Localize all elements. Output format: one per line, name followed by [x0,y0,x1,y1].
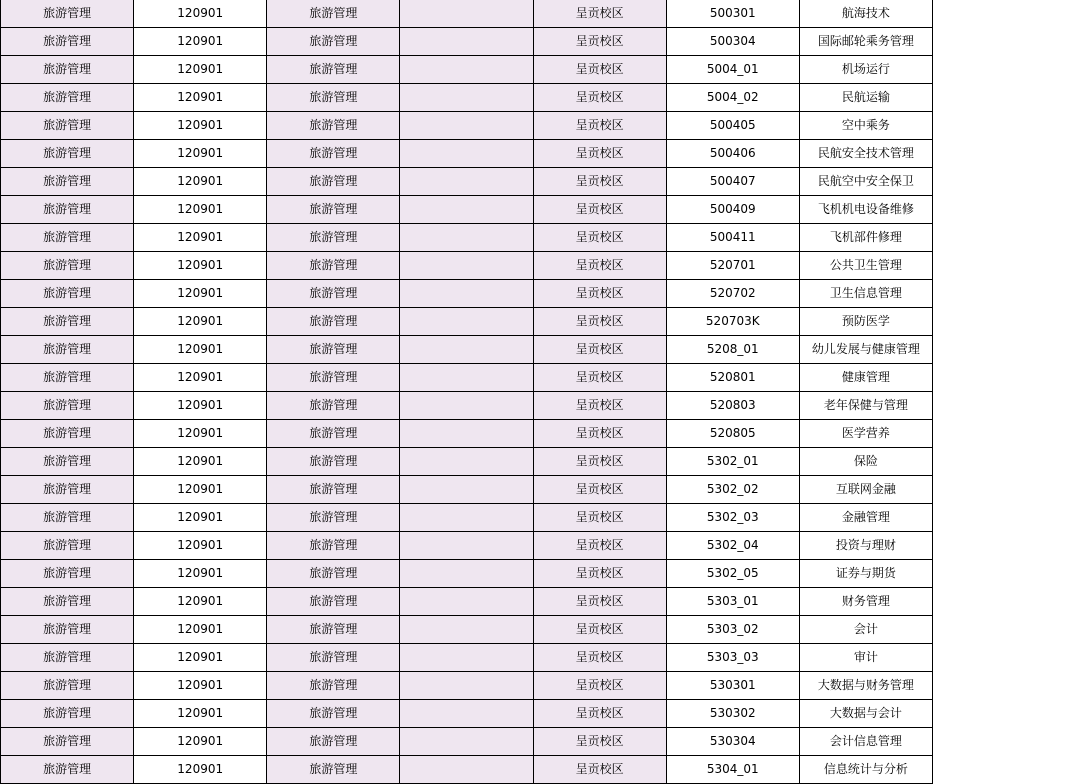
table-row [1,112,933,140]
college-cell[interactable]: 旅游管理 [1,280,134,308]
target-major-cell[interactable]: 互联网金融 [799,476,932,504]
campus-cell[interactable]: 呈贡校区 [533,448,666,476]
extra-cell[interactable] [400,308,533,336]
target-code-cell[interactable]: 5302_01 [666,448,799,476]
college-cell[interactable]: 旅游管理 [1,56,134,84]
code-cell[interactable]: 120901 [134,56,267,84]
code-cell[interactable]: 120901 [134,112,267,140]
target-code-cell[interactable]: 520703K [666,308,799,336]
target-major-cell[interactable]: 医学营养 [799,420,932,448]
major-cell[interactable]: 旅游管理 [267,56,400,84]
target-code-cell[interactable]: 500411 [666,224,799,252]
target-major-cell[interactable]: 金融管理 [799,504,932,532]
campus-cell[interactable]: 呈贡校区 [533,56,666,84]
college-cell[interactable]: 旅游管理 [1,84,134,112]
major-cell[interactable]: 旅游管理 [267,224,400,252]
college-cell[interactable]: 旅游管理 [1,728,134,756]
major-cell[interactable]: 旅游管理 [267,728,400,756]
extra-cell[interactable] [400,224,533,252]
target-major-cell[interactable]: 公共卫生管理 [799,252,932,280]
table-row [1,308,933,336]
code-cell[interactable]: 120901 [134,252,267,280]
table-row [1,336,933,364]
target-major-cell[interactable]: 老年保健与管理 [799,392,932,420]
college-cell[interactable]: 旅游管理 [1,392,134,420]
table-row [1,448,933,476]
college-cell[interactable]: 旅游管理 [1,336,134,364]
target-major-cell[interactable]: 会计 [799,616,932,644]
code-cell[interactable]: 120901 [134,84,267,112]
code-cell[interactable]: 120901 [134,616,267,644]
target-code-cell[interactable]: 5004_02 [666,84,799,112]
target-code-cell[interactable]: 520803 [666,392,799,420]
table-row [1,756,933,784]
extra-cell[interactable] [400,112,533,140]
campus-cell[interactable]: 呈贡校区 [533,756,666,784]
code-cell[interactable]: 120901 [134,364,267,392]
campus-cell[interactable]: 呈贡校区 [533,532,666,560]
college-cell[interactable]: 旅游管理 [1,308,134,336]
table-row [1,476,933,504]
target-major-cell[interactable]: 大数据与财务管理 [799,672,932,700]
target-code-cell[interactable]: 520801 [666,364,799,392]
target-major-cell[interactable]: 投资与理财 [799,532,932,560]
extra-cell[interactable] [400,364,533,392]
college-cell[interactable]: 旅游管理 [1,196,134,224]
major-cell[interactable]: 旅游管理 [267,420,400,448]
extra-cell[interactable] [400,756,533,784]
code-cell[interactable]: 120901 [134,280,267,308]
code-cell[interactable]: 120901 [134,532,267,560]
college-cell[interactable]: 旅游管理 [1,0,134,28]
code-cell[interactable]: 120901 [134,756,267,784]
major-cell[interactable]: 旅游管理 [267,308,400,336]
extra-cell[interactable] [400,336,533,364]
code-cell[interactable]: 120901 [134,168,267,196]
major-cell[interactable]: 旅游管理 [267,532,400,560]
table-row [1,56,933,84]
code-cell[interactable]: 120901 [134,224,267,252]
target-major-cell[interactable]: 民航空中安全保卫 [799,168,932,196]
major-cell[interactable]: 旅游管理 [267,112,400,140]
college-cell[interactable]: 旅游管理 [1,644,134,672]
target-major-cell[interactable]: 财务管理 [799,588,932,616]
campus-cell[interactable]: 呈贡校区 [533,308,666,336]
code-cell[interactable]: 120901 [134,0,267,28]
college-cell[interactable]: 旅游管理 [1,364,134,392]
college-cell[interactable]: 旅游管理 [1,448,134,476]
target-major-cell[interactable]: 健康管理 [799,364,932,392]
major-cell[interactable]: 旅游管理 [267,84,400,112]
target-major-cell[interactable]: 保险 [799,448,932,476]
target-major-cell[interactable]: 民航安全技术管理 [799,140,932,168]
campus-cell[interactable]: 呈贡校区 [533,728,666,756]
table-row [1,672,933,700]
college-cell[interactable]: 旅游管理 [1,756,134,784]
major-cell[interactable]: 旅游管理 [267,0,400,28]
college-cell[interactable]: 旅游管理 [1,504,134,532]
table-row [1,224,933,252]
code-cell[interactable]: 120901 [134,504,267,532]
target-major-cell[interactable]: 民航运输 [799,84,932,112]
target-code-cell[interactable]: 530304 [666,728,799,756]
target-major-cell[interactable]: 飞机机电设备维修 [799,196,932,224]
extra-cell[interactable] [400,476,533,504]
target-major-cell[interactable]: 国际邮轮乘务管理 [799,28,932,56]
table-row [1,280,933,308]
extra-cell[interactable] [400,672,533,700]
college-cell[interactable]: 旅游管理 [1,112,134,140]
target-code-cell[interactable]: 5304_01 [666,756,799,784]
target-major-cell[interactable]: 飞机部件修理 [799,224,932,252]
code-cell[interactable]: 120901 [134,700,267,728]
table-row [1,28,933,56]
major-cell[interactable]: 旅游管理 [267,392,400,420]
major-cell[interactable]: 旅游管理 [267,140,400,168]
target-major-cell[interactable]: 证券与期货 [799,560,932,588]
college-cell[interactable]: 旅游管理 [1,672,134,700]
table-row [1,588,933,616]
extra-cell[interactable] [400,588,533,616]
college-cell[interactable]: 旅游管理 [1,616,134,644]
extra-cell[interactable] [400,196,533,224]
extra-cell[interactable] [400,392,533,420]
target-major-cell[interactable]: 预防医学 [799,308,932,336]
college-cell[interactable]: 旅游管理 [1,532,134,560]
target-major-cell[interactable]: 信息统计与分析 [799,756,932,784]
target-major-cell[interactable]: 幼儿发展与健康管理 [799,336,932,364]
college-cell[interactable]: 旅游管理 [1,224,134,252]
college-cell[interactable]: 旅游管理 [1,252,134,280]
major-cell[interactable]: 旅游管理 [267,700,400,728]
extra-cell[interactable] [400,504,533,532]
code-cell[interactable]: 120901 [134,196,267,224]
target-code-cell[interactable]: 5302_02 [666,476,799,504]
college-cell[interactable]: 旅游管理 [1,140,134,168]
target-code-cell[interactable]: 500405 [666,112,799,140]
campus-cell[interactable]: 呈贡校区 [533,392,666,420]
major-cell[interactable]: 旅游管理 [267,644,400,672]
target-code-cell[interactable]: 5302_03 [666,504,799,532]
major-cell[interactable]: 旅游管理 [267,448,400,476]
target-major-cell[interactable]: 空中乘务 [799,112,932,140]
campus-cell[interactable]: 呈贡校区 [533,476,666,504]
target-major-cell[interactable]: 会计信息管理 [799,728,932,756]
extra-cell[interactable] [400,168,533,196]
target-major-cell[interactable]: 航海技术 [799,0,932,28]
target-major-cell[interactable]: 机场运行 [799,56,932,84]
major-cell[interactable]: 旅游管理 [267,560,400,588]
table-row [1,728,933,756]
college-cell[interactable]: 旅游管理 [1,560,134,588]
target-code-cell[interactable]: 5208_01 [666,336,799,364]
major-cell[interactable]: 旅游管理 [267,756,400,784]
major-cell[interactable]: 旅游管理 [267,476,400,504]
table-row [1,0,933,28]
extra-cell[interactable] [400,616,533,644]
extra-cell[interactable] [400,252,533,280]
target-major-cell[interactable]: 审计 [799,644,932,672]
major-cell[interactable]: 旅游管理 [267,28,400,56]
college-cell[interactable]: 旅游管理 [1,588,134,616]
campus-cell[interactable]: 呈贡校区 [533,336,666,364]
table-row [1,196,933,224]
extra-cell[interactable] [400,644,533,672]
campus-cell[interactable]: 呈贡校区 [533,196,666,224]
extra-cell[interactable] [400,700,533,728]
target-code-cell[interactable]: 520805 [666,420,799,448]
code-cell[interactable]: 120901 [134,672,267,700]
target-code-cell[interactable]: 500407 [666,168,799,196]
major-cell[interactable]: 旅游管理 [267,672,400,700]
campus-cell[interactable]: 呈贡校区 [533,84,666,112]
college-cell[interactable]: 旅游管理 [1,476,134,504]
target-code-cell[interactable]: 520702 [666,280,799,308]
college-cell[interactable]: 旅游管理 [1,420,134,448]
target-code-cell[interactable]: 5004_01 [666,56,799,84]
target-code-cell[interactable]: 530302 [666,700,799,728]
table-row [1,644,933,672]
target-code-cell[interactable]: 5303_03 [666,644,799,672]
campus-cell[interactable]: 呈贡校区 [533,588,666,616]
extra-cell[interactable] [400,532,533,560]
extra-cell[interactable] [400,448,533,476]
campus-cell[interactable]: 呈贡校区 [533,644,666,672]
table-row [1,616,933,644]
table-row [1,84,933,112]
campus-cell[interactable]: 呈贡校区 [533,504,666,532]
code-cell[interactable]: 120901 [134,28,267,56]
extra-cell[interactable] [400,84,533,112]
code-cell[interactable]: 120901 [134,140,267,168]
major-cell[interactable]: 旅游管理 [267,280,400,308]
target-major-cell[interactable]: 大数据与会计 [799,700,932,728]
campus-cell[interactable]: 呈贡校区 [533,420,666,448]
target-major-cell[interactable]: 卫生信息管理 [799,280,932,308]
extra-cell[interactable] [400,728,533,756]
extra-cell[interactable] [400,28,533,56]
target-code-cell[interactable]: 5303_01 [666,588,799,616]
major-cell[interactable]: 旅游管理 [267,588,400,616]
college-cell[interactable]: 旅游管理 [1,700,134,728]
table-row [1,392,933,420]
extra-cell[interactable] [400,280,533,308]
campus-cell[interactable]: 呈贡校区 [533,280,666,308]
extra-cell[interactable] [400,0,533,28]
code-cell[interactable]: 120901 [134,308,267,336]
target-code-cell[interactable]: 500406 [666,140,799,168]
code-cell[interactable]: 120901 [134,560,267,588]
extra-cell[interactable] [400,420,533,448]
extra-cell[interactable] [400,560,533,588]
college-cell[interactable]: 旅游管理 [1,28,134,56]
code-cell[interactable]: 120901 [134,588,267,616]
table-row [1,700,933,728]
campus-cell[interactable]: 呈贡校区 [533,672,666,700]
extra-cell[interactable] [400,140,533,168]
code-cell[interactable]: 120901 [134,644,267,672]
target-code-cell[interactable]: 520701 [666,252,799,280]
target-code-cell[interactable]: 5303_02 [666,616,799,644]
target-code-cell[interactable]: 5302_05 [666,560,799,588]
target-code-cell[interactable]: 500409 [666,196,799,224]
table-row [1,168,933,196]
campus-cell[interactable]: 呈贡校区 [533,560,666,588]
table-row [1,420,933,448]
code-cell[interactable]: 120901 [134,448,267,476]
table-row [1,532,933,560]
campus-cell[interactable]: 呈贡校区 [533,224,666,252]
code-cell[interactable]: 120901 [134,728,267,756]
campus-cell[interactable]: 呈贡校区 [533,252,666,280]
college-cell[interactable]: 旅游管理 [1,168,134,196]
target-code-cell[interactable]: 5302_04 [666,532,799,560]
campus-cell[interactable]: 呈贡校区 [533,0,666,28]
table-row [1,504,933,532]
extra-cell[interactable] [400,56,533,84]
table-row [1,140,933,168]
major-cell[interactable]: 旅游管理 [267,252,400,280]
major-cell[interactable]: 旅游管理 [267,168,400,196]
campus-cell[interactable]: 呈贡校区 [533,168,666,196]
campus-cell[interactable]: 呈贡校区 [533,140,666,168]
table-row [1,364,933,392]
table-body [1,0,933,784]
major-cell[interactable]: 旅游管理 [267,616,400,644]
major-cell[interactable]: 旅游管理 [267,336,400,364]
code-cell[interactable]: 120901 [134,476,267,504]
table-row [1,560,933,588]
table-row [1,252,933,280]
major-cell[interactable]: 旅游管理 [267,364,400,392]
campus-cell[interactable]: 呈贡校区 [533,616,666,644]
code-cell[interactable]: 120901 [134,336,267,364]
campus-cell[interactable]: 呈贡校区 [533,28,666,56]
code-cell[interactable]: 120901 [134,420,267,448]
campus-cell[interactable]: 呈贡校区 [533,112,666,140]
target-code-cell[interactable]: 500301 [666,0,799,28]
target-code-cell[interactable]: 530301 [666,672,799,700]
code-cell[interactable]: 120901 [134,392,267,420]
campus-cell[interactable]: 呈贡校区 [533,700,666,728]
target-code-cell[interactable]: 500304 [666,28,799,56]
major-cell[interactable]: 旅游管理 [267,504,400,532]
campus-cell[interactable]: 呈贡校区 [533,364,666,392]
major-cell[interactable]: 旅游管理 [267,196,400,224]
